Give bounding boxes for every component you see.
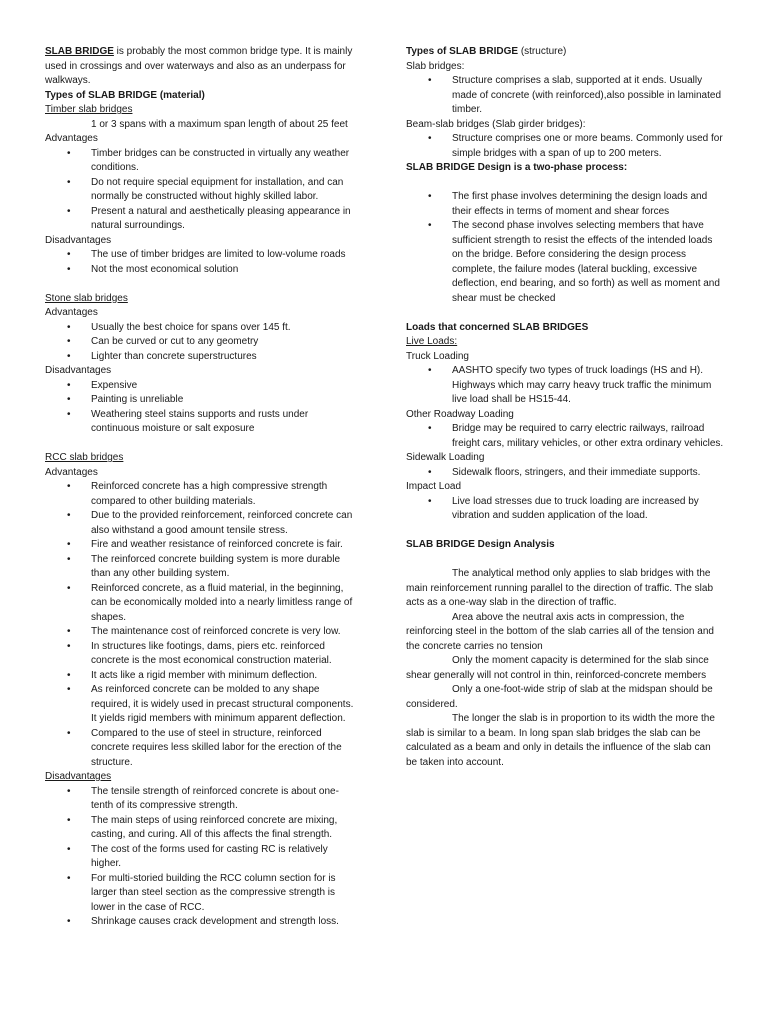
list-item: • Usually the best choice for spans over 145 ft.: [45, 321, 355, 336]
impact-load-list: [406, 495, 724, 524]
beam-slab-list: [406, 132, 724, 161]
design-heading: SLAB BRIDGE Design is a two-phase process:: [406, 162, 628, 173]
list-item: • Weathering steel stains supports and rusts under continuous moisture or salt exposure: [45, 408, 355, 437]
sidewalk-loading-label: Sidewalk Loading: [406, 452, 485, 463]
intro-text: is probably the most common bridge type. It is mainly used in crossings and over waterways and also as an underpass for walkways.: [45, 46, 353, 86]
list-item: • Expensive: [45, 379, 355, 394]
list-item: • The tensile strength of reinforced concrete is about one-tenth of its compressive strength.: [45, 785, 355, 814]
truck-loading-list: [406, 364, 724, 408]
rcc-advantages-label: Advantages: [45, 466, 98, 478]
rcc-disadvantages-list: [45, 785, 355, 930]
types-structure-rest: (structure): [518, 46, 567, 57]
list-item: • As reinforced concrete can be molded to any shape required, it is widely used in precast structural components. It yields rigid members with minimum apparent deflection.: [45, 683, 355, 727]
impact-load-label: Impact Load: [406, 481, 462, 492]
list-item: • The reinforced concrete building system is more durable than any other building system.: [45, 553, 355, 582]
types-structure-term: Types of SLAB BRIDGE: [406, 46, 519, 57]
slab-bridges-label: Slab bridges:: [406, 60, 465, 72]
left-column: [45, 45, 355, 930]
analysis-heading: SLAB BRIDGE Design Analysis: [406, 539, 555, 550]
truck-loading-label: Truck Loading: [406, 350, 469, 362]
list-item: • It acts like a rigid member with minimum deflection.: [45, 669, 355, 684]
rcc-disadvantages-label: Disadvantages: [45, 771, 112, 782]
list-item: • Not the most economical solution: [45, 263, 355, 278]
timber-advantages-label: Advantages: [45, 133, 98, 144]
list-item: • Shrinkage causes crack development and strength loss.: [45, 915, 355, 930]
list-item: • Do not require special equipment for installation, and can normally be constructed without highly skilled labor.: [45, 176, 355, 205]
list-item: • AASHTO specify two types of truck loadings (HS and H). Highways which may carry heavy truck traffic the minimum live load shall be HS15-44.: [406, 364, 724, 408]
sidewalk-loading-list: [406, 466, 724, 481]
timber-title: Timber slab bridges: [45, 104, 133, 115]
list-item: • Reinforced concrete, as a fluid material, in the beginning, can be economically molded into a nearly limitless range of shapes.: [45, 582, 355, 626]
list-item: • Compared to the use of steel in structure, reinforced concrete requires less skilled labor for the erection of the structure.: [45, 727, 355, 771]
list-item: • The maintenance cost of reinforced concrete is very low.: [45, 625, 355, 640]
list-item: • The first phase involves determining the design loads and their effects in terms of moment and shear forces: [406, 190, 724, 219]
types-material-heading: Types of SLAB BRIDGE (material): [45, 89, 205, 101]
right-column: [406, 45, 724, 770]
timber-disadvantages-list: [45, 248, 355, 277]
list-item: • Painting is unreliable: [45, 393, 355, 408]
analysis-paragraph: Only the moment capacity is determined for the slab since shear generally will not control in thin, reinforced-concrete members: [406, 655, 709, 681]
analysis-paragraph: Only a one-foot-wide strip of slab at the midspan should be considered.: [406, 684, 713, 710]
timber-disadvantages-label: Disadvantages: [45, 234, 112, 246]
beam-slab-label: Beam-slab bridges (Slab girder bridges):: [406, 118, 586, 130]
other-roadway-label: Other Roadway Loading: [406, 408, 514, 420]
list-item: • In structures like footings, dams, piers etc. reinforced concrete is the most economical construction material.: [45, 640, 355, 669]
list-item: • Present a natural and aesthetically pleasing appearance in natural surroundings.: [45, 205, 355, 234]
analysis-paragraph: Area above the neutral axis acts in compression, the reinforcing steel in the bottom of the slab carries all of the tension and the concrete carries no tension: [406, 611, 714, 652]
list-item: • For multi-storied building the RCC column section for is larger than steel section as the compressive strength is lower in the case of RCC.: [45, 872, 355, 916]
stone-title: Stone slab bridges: [45, 292, 128, 304]
types-structure-heading: [406, 45, 724, 60]
list-item: • Structure comprises a slab, supported at it ends. Usually made of concrete (with reinforced),also possible in laminated timber.: [406, 74, 724, 118]
list-item: • Fire and weather resistance of reinforced concrete is fair.: [45, 538, 355, 553]
loads-heading: Loads that concerned SLAB BRIDGES: [406, 321, 589, 333]
analysis-paragraph: The longer the slab is in proportion to its width the more the slab is similar to a beam. In long span slab bridges the slab can be calculated as a beam and only in details the influence of the slab can be taken into account.: [406, 713, 715, 768]
list-item: • The second phase involves selecting members that have sufficient strength to resist the effects of the intended loads on the bridge. Before considering the design process complete, the failure modes (lateral buckling, excessive deflection, end bearing, and so forth) as well as moment and shear must be checked: [406, 219, 724, 306]
stone-disadvantages-label: Disadvantages: [45, 365, 112, 376]
stone-disadvantages-list: [45, 379, 355, 437]
analysis-body: [406, 567, 724, 770]
rcc-advantages-list: [45, 480, 355, 770]
live-loads-label: Live Loads:: [406, 336, 458, 347]
rcc-title: RCC slab bridges: [45, 452, 124, 463]
list-item: • Bridge may be required to carry electric railways, railroad freight cars, military vehicles, or other extra ordinary vehicles.: [406, 422, 724, 451]
list-item: • Structure comprises one or more beams. Commonly used for simple bridges with a span of up to 200 meters.: [406, 132, 724, 161]
timber-advantages-list: [45, 147, 355, 234]
list-item: • Reinforced concrete has a high compressive strength compared to other building materials.: [45, 480, 355, 509]
list-item: • Live load stresses due to truck loading are increased by vibration and sudden application of the load.: [406, 495, 724, 524]
list-item: • The use of timber bridges are limited to low-volume roads: [45, 248, 355, 263]
design-list: [406, 190, 724, 306]
list-item: • The main steps of using reinforced concrete are mixing, casting, and curing. All of this affects the final strength.: [45, 814, 355, 843]
stone-advantages-label: Advantages: [45, 307, 98, 318]
slab-bridges-list: [406, 74, 724, 118]
intro-term: SLAB BRIDGE: [45, 46, 114, 57]
list-item: • The cost of the forms used for casting RC is relatively higher.: [45, 843, 355, 872]
other-roadway-list: [406, 422, 724, 451]
intro-paragraph: [45, 45, 355, 89]
list-item: • Timber bridges can be constructed in virtually any weather conditions.: [45, 147, 355, 176]
list-item: • Due to the provided reinforcement, reinforced concrete can also withstand a good amount tensile stress.: [45, 509, 355, 538]
list-item: • Can be curved or cut to any geometry: [45, 335, 355, 350]
stone-advantages-list: [45, 321, 355, 365]
list-item: • Lighter than concrete superstructures: [45, 350, 355, 365]
timber-spans: 1 or 3 spans with a maximum span length of about 25 feet: [91, 118, 348, 130]
list-item: • Sidewalk floors, stringers, and their immediate supports.: [406, 466, 724, 481]
analysis-paragraph: The analytical method only applies to slab bridges with the main reinforcement running parallel to the direction of traffic. The slab acts as a one-way slab in the direction of traffic.: [406, 568, 714, 608]
